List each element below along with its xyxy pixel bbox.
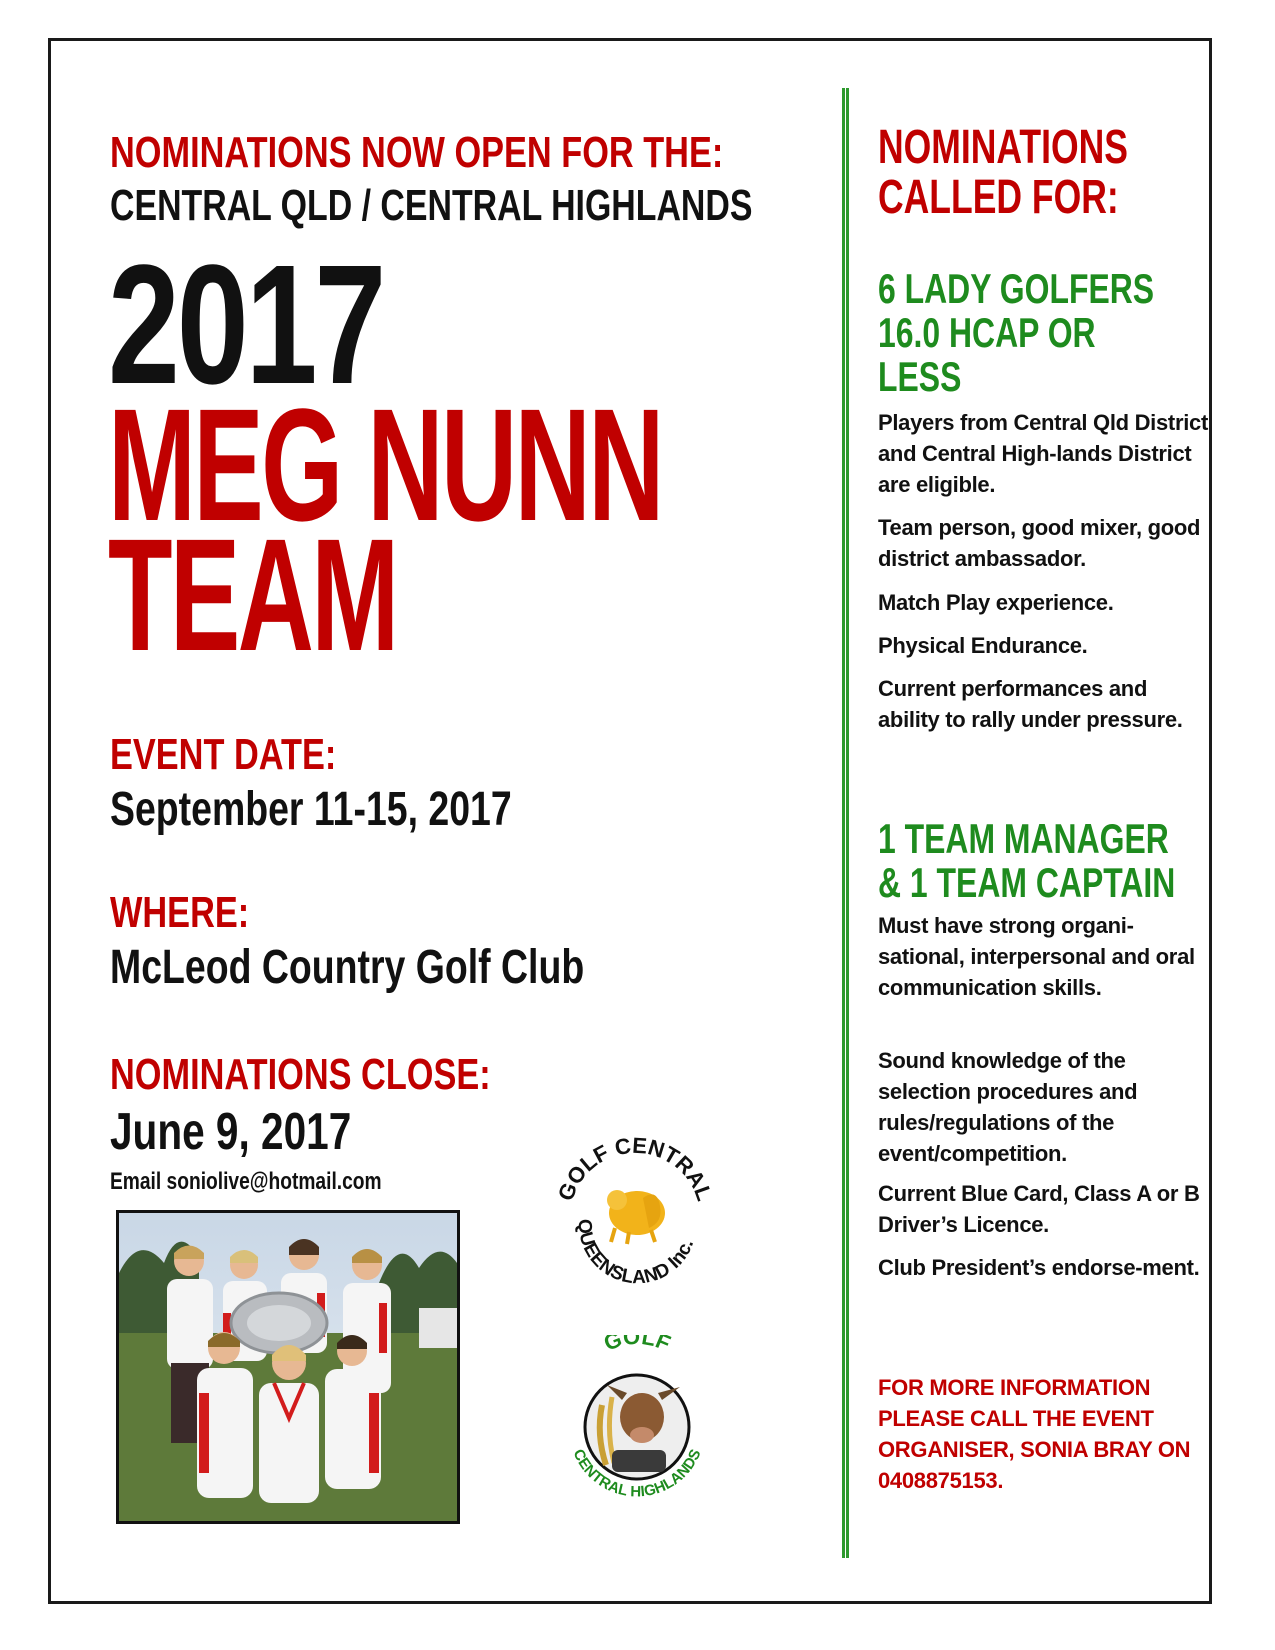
golfers-point-4: Physical Endurance. <box>878 633 1088 658</box>
manager-point-2: Sound knowledge of the selection procedures and rules/regulations of the event/competition. <box>878 1048 1138 1166</box>
golf-central-queensland-logo <box>545 1118 725 1298</box>
manager-heading-1: 1 TEAM MANAGER <box>878 815 1169 862</box>
title-line-1: MEG NUNN <box>108 375 662 554</box>
event-date-value: September 11-15, 2017 <box>110 783 512 836</box>
manager-point-3: Current Blue Card, Class A or B Driver’s Licence. <box>878 1181 1200 1237</box>
manager-point-4: Club President’s endorse-ment. <box>878 1255 1200 1280</box>
contact-email[interactable]: Email soniolive@hotmail.com <box>110 1168 382 1195</box>
manager-heading-2: & 1 TEAM CAPTAIN <box>878 859 1176 906</box>
nominations-heading-1: NOMINATIONS <box>878 121 1128 174</box>
svg-text:GOLF CENTRAL: GOLF CENTRAL <box>552 1132 718 1205</box>
svg-text:QUEENSLAND Inc.: QUEENSLAND Inc. <box>573 1218 699 1289</box>
manager-point-1: Must have strong organi-sational, interpersonal and oral communication skills. <box>878 913 1195 1000</box>
event-date-label: EVENT DATE: <box>110 730 337 779</box>
header-line-2: CENTRAL QLD / CENTRAL HIGHLANDS <box>110 181 753 230</box>
title-line-2: TEAM <box>108 505 397 684</box>
more-info-text: FOR MORE INFORMATION PLEASE CALL THE EVENT ORGANISER, SONIA BRAY ON 0408875153. <box>878 1375 1191 1493</box>
where-label: WHERE: <box>110 888 250 937</box>
where-value: McLeod Country Golf Club <box>110 941 585 994</box>
svg-text:GOLF: GOLF <box>600 1335 675 1356</box>
golfers-heading-1: 6 LADY GOLFERS <box>878 265 1155 312</box>
team-photo <box>116 1210 460 1524</box>
column-divider <box>842 88 849 1558</box>
golfers-point-5: Current performances and ability to rally under pressure. <box>878 676 1183 732</box>
header-line-1: NOMINATIONS NOW OPEN FOR THE: <box>110 128 724 177</box>
golfers-point-1: Players from Central Qld District and Central High-lands District are eligible. <box>878 410 1208 497</box>
golfers-point-3: Match Play experience. <box>878 590 1114 615</box>
close-value: June 9, 2017 <box>110 1103 352 1161</box>
nominations-heading-2: CALLED FOR: <box>878 171 1119 224</box>
golfers-point-2: Team person, good mixer, good district ambassador. <box>878 515 1201 571</box>
gold-emblem-icon <box>607 1190 665 1244</box>
golfers-heading-2: 16.0 HCAP OR <box>878 309 1096 356</box>
title-year: 2017 <box>108 230 384 420</box>
golf-central-highlands-logo <box>552 1335 722 1515</box>
close-label: NOMINATIONS CLOSE: <box>110 1050 491 1099</box>
golfers-heading-3: LESS <box>878 353 962 400</box>
svg-text:CENTRAL HIGHLANDS: CENTRAL HIGHLANDS <box>569 1446 705 1501</box>
